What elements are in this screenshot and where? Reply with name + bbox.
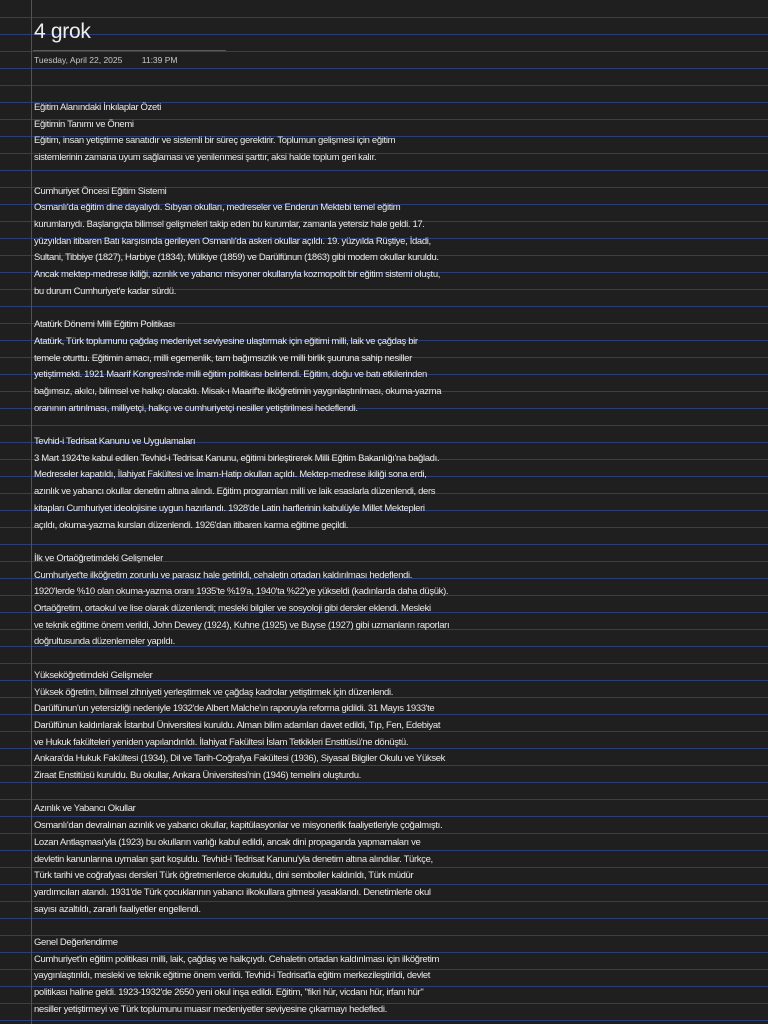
note-line[interactable]: Ziraat Enstitüsü kuruldu. Bu okullar, Ankara Üniversitesi'nin (1946) temelini oluşturdu. xyxy=(34,770,361,782)
note-line[interactable]: Ankara'da Hukuk Fakültesi (1934), Dil ve Tarih-Coğrafya Fakültesi (1936), Siyasal Bilgiler Okulu ve Yüksek xyxy=(34,753,446,765)
note-line[interactable]: Eğitim Alanındaki İnkılaplar Özeti xyxy=(34,102,161,113)
blank-line[interactable] xyxy=(34,785,494,802)
note-line[interactable]: Türk tarihi ve coğrafyası dersleri Türk öğretmenlerce okutuldu, dini semboller kaldırıldı, Türk müdür xyxy=(34,870,414,882)
blank-line[interactable] xyxy=(34,417,494,434)
note-line[interactable]: bağımsız, akılcı, bilimsel ve halkçı olacaktı. Misak-ı Maarif'te ilköğretimin yaygınlaştırılması, okuma-yazma xyxy=(34,385,442,397)
note-line[interactable]: Sultani, Tibbiye (1827), Harbiye (1834), Mülkiye (1859) ve Darülfünun (1863) gibi modern okullar kuruldu. xyxy=(34,252,439,264)
note-body[interactable] xyxy=(34,100,494,1019)
note-line[interactable]: yardımcıları atandı. 1931'de Türk çocuklarının yabancı ilkokullara gitmesi yasaklandı. Denetimlerle okul xyxy=(34,886,431,898)
blank-line[interactable] xyxy=(34,918,494,935)
note-line[interactable]: politikası haline geldi. 1923-1932'de 2650 yeni okul inşa edildi. Eğitim, "fikri hür, vicdanı hür, irfanı hür" xyxy=(34,987,424,999)
note-line[interactable]: devletin kanunlarına uymaları şart koşuldu. Tevhid-i Tedrisat Kanunu'yla denetim altına alındılar. Türkçe, xyxy=(34,853,433,865)
note-line[interactable]: Ancak mektep-medrese ikiliği, azınlık ve yabancı misyoner okullarıyla kozmopolit bir eğitim sistemi oluştu, xyxy=(34,269,441,281)
note-line[interactable]: ve teknik eğitime önem verildi, John Dewey (1924), Kuhne (1925) ve Buyse (1927) gibi uzmanların raporları xyxy=(34,619,450,631)
note-line[interactable]: Atatürk Dönemi Milli Eğitim Politikası xyxy=(34,319,175,331)
note-line[interactable]: yaygınlaştırıldı, mesleki ve teknik eğitime önem verildi. Tevhid-i Tedrisat'la eğitim merkezileştirildi, devlet xyxy=(34,970,431,982)
note-line[interactable]: Eğitimin Tanımı ve Önemi xyxy=(34,118,134,130)
note-line[interactable]: yüzyıldan itibaren Batı karşısında gerileyen Osmanlı'da askeri okullar açıldı. 19. yüzyılda Rüştiye, İdadi, xyxy=(34,235,431,247)
page-title[interactable]: 4 grok xyxy=(34,20,91,43)
note-line[interactable]: Tevhid-i Tedrisat Kanunu ve Uygulamaları xyxy=(34,436,196,448)
note-line[interactable]: Genel Değerlendirme xyxy=(34,937,118,949)
note-line[interactable]: Cumhuriyet'te ilköğretim zorunlu ve parasız hale getirildi, cehaletin ortadan kaldırılması hedeflendi. xyxy=(34,569,412,581)
blank-line[interactable] xyxy=(34,167,494,184)
note-line[interactable]: bu durum Cumhuriyet'e kadar sürdü. xyxy=(34,285,176,297)
note-line[interactable]: yetiştirmekti. 1921 Maarif Kongresi'nde milli eğitim politikası belirlendi. Eğitim, doğu ve batı etkilerinden xyxy=(34,369,427,381)
blank-line[interactable] xyxy=(34,534,494,551)
page-margin-line xyxy=(31,0,32,1024)
note-line[interactable]: Atatürk, Türk toplumunu çağdaş medeniyet seviyesine ulaştırmak için eğitimi milli, laik ve çağdaş bir xyxy=(34,335,418,347)
note-line[interactable]: sayısı azaltıldı, zararlı faaliyetler engellendi. xyxy=(34,903,201,915)
note-line[interactable]: sistemlerinin zamana uyum sağlaması ve yenilenmesi şarttır, aksi halde toplum geri kalır. xyxy=(34,152,377,164)
title-underline xyxy=(33,50,226,51)
note-line[interactable]: Osmanlı'dan devralınan azınlık ve yabancı okullar, kapitülasyonlar ve misyonerlik faaliyetleriyle çoğalmıştı. xyxy=(34,820,443,832)
blank-line[interactable] xyxy=(34,651,494,668)
note-line[interactable]: İlk ve Ortaöğretimdeki Gelişmeler xyxy=(34,552,163,564)
note-line[interactable]: Osmanlı'da eğitim dine dayalıydı. Sıbyan okulları, medreseler ve Enderun Mektebi temel eğitim xyxy=(34,202,401,214)
note-line[interactable]: Darülfünun kaldırılarak İstanbul Üniversitesi kuruldu. Alman bilim adamları davet edildi, Tıp, Fen, Edebiyat xyxy=(34,719,441,731)
note-line[interactable]: ve Hukuk fakülteleri yeniden yapılandırıldı. İlahiyat Fakültesi İslam Tetkikleri Enstitüsü'ne dönüştü. xyxy=(34,736,409,748)
note-line[interactable]: doğrultusunda düzenlemeler yapıldı. xyxy=(34,636,175,648)
note-line[interactable]: Lozan Antlaşması'yla (1923) bu okulların varlığı kabul edildi, ancak dini propaganda yapmamaları ve xyxy=(34,836,421,848)
blank-line[interactable] xyxy=(34,300,494,317)
note-line[interactable]: Darülfünun'un yetersizliği nedeniyle 1932'de Albert Malche'ın raporuyla reforma gidildi. 31 Mayıs 1933'te xyxy=(34,703,435,715)
note-line[interactable]: Yükseköğretimdeki Gelişmeler xyxy=(34,669,153,681)
note-line[interactable]: 3 Mart 1924'te kabul edilen Tevhid-i Tedrisat Kanunu, eğitimi birleştirerek Milli Eğitim Bakanlığı'na bağladı. xyxy=(34,452,440,464)
note-line[interactable]: 1920'lerde %10 olan okuma-yazma oranı 1935'te %19'a, 1940'ta %22'ye yükseldi (kadınlarda daha düşük). xyxy=(34,586,449,598)
note-line[interactable]: Cumhuriyet'in eğitim politikası milli, laik, çağdaş ve halkçıydı. Cehaletin ortadan kaldırılması için ilköğretim xyxy=(34,953,440,965)
note-line[interactable]: Yüksek öğretim, bilimsel zihniyeti yerleştirmek ve çağdaş kadrolar yetiştirmek için düzenlendi. xyxy=(34,686,394,698)
note-line[interactable]: kurumlarıydı. Başlangıçta bilimsel gelişmeleri takip eden bu kurumlar, zamanla yetersiz hale geldi. 17. xyxy=(34,218,425,230)
note-line[interactable]: kitapları Cumhuriyet ideolojisine uygun hazırlandı. 1928'de Latin harflerinin kabulüyle Millet Mektepleri xyxy=(34,502,425,514)
note-line[interactable]: Azınlık ve Yabancı Okullar xyxy=(34,803,136,815)
note-line[interactable]: temele oturttu. Eğitimin amacı, milli egemenlik, tam bağımsızlık ve milli birlik şuuruna sahip nesiller xyxy=(34,352,412,364)
page-date: Tuesday, April 22, 2025 xyxy=(34,55,123,65)
note-line[interactable]: azınlık ve yabancı okullar denetim altına alındı. Eğitim programları milli ve laik esaslarla düzenlendi, ders xyxy=(34,486,436,498)
page-time: 11:39 PM xyxy=(141,55,178,65)
note-line[interactable]: nesiller yetiştirmeyi ve Türk toplumunu muasır medeniyetler seviyesine çıkarmayı hedefledi. xyxy=(34,1003,387,1015)
note-line[interactable]: Medreseler kapatıldı, İlahiyat Fakültesi ve İmam-Hatip okulları açıldı. Mektep-medrese ikiliği sona erdi, xyxy=(34,469,427,481)
note-line[interactable]: oranının artırılması, milliyetçi, halkçı ve cumhuriyetçi nesiller yetiştirilmesi hedeflendi. xyxy=(34,402,358,414)
note-line[interactable]: Eğitim, insan yetiştirme sanatıdır ve sistemli bir süreç gerektirir. Toplumun gelişmesi için eğitim xyxy=(34,135,396,147)
note-line[interactable]: açıldı, okuma-yazma kursları düzenlendi. 1926'dan itibaren karma eğitime geçildi. xyxy=(34,519,349,531)
note-line[interactable]: Cumhuriyet Öncesi Eğitim Sistemi xyxy=(34,185,167,197)
note-line[interactable]: Ortaöğretim, ortaokul ve lise olarak düzenlendi; mesleki bilgiler ve sosyoloji gibi dersler eklendi. Mesleki xyxy=(34,603,431,615)
page-timestamp xyxy=(34,55,178,65)
